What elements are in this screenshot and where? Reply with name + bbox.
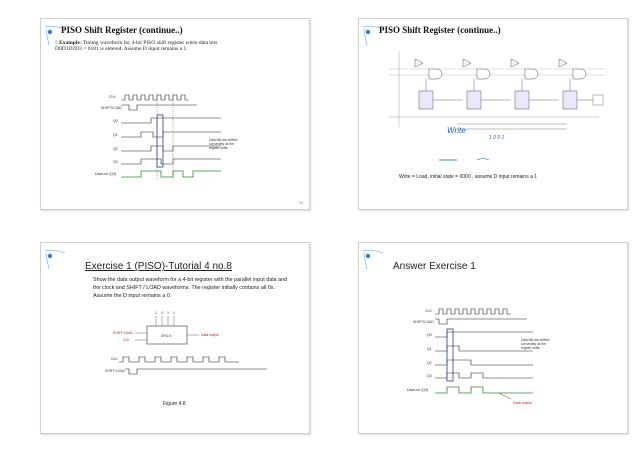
handwritten-bits: 1 0 0 1 <box>489 135 505 141</box>
data-input-d2: 1 <box>167 311 169 315</box>
slide-caption: Write = Load, initial state = 0000 , assume D input remains a 1 <box>399 174 538 180</box>
handwritten-write: Write <box>447 126 466 135</box>
handwritten-annotation <box>447 124 567 141</box>
srg4-label: SRG 4 <box>161 334 172 338</box>
input-clk: CLK <box>123 338 130 342</box>
signal-label-q2: Q2 <box>113 147 118 151</box>
corner-ornament-icon <box>361 247 385 271</box>
answer-q3-wave <box>435 373 533 378</box>
gate-block-4 <box>559 59 586 109</box>
annotation-note: Data bits are shifted out serially as the register shifts <box>209 138 238 150</box>
q2-wave <box>121 146 221 151</box>
data-input-d1: 0 <box>161 311 163 315</box>
q1-wave <box>121 132 221 137</box>
answer-clk-wave <box>435 309 511 314</box>
example-description: : Timing waveform for 4-bit PISO shift register when data bits D0D1D2D3 = 0101 is entered. Assume D input remains a 1. <box>55 40 218 52</box>
data-out-wave <box>121 171 221 177</box>
corner-ornament-icon <box>43 247 67 271</box>
timing-diagram <box>91 91 241 183</box>
input-shift-load: SHIFT/LOAD <box>113 331 133 335</box>
signal-label-q2: Q2 <box>427 361 432 365</box>
answer-timing-diagram <box>403 305 553 401</box>
signal-label-shift-load: SHIFT/LOAD <box>101 106 122 110</box>
data-input-d0: 1 <box>155 311 157 315</box>
wave-label-clk: CLK <box>111 357 118 361</box>
wave-label-shift-load: SHIFT/LOAD <box>105 369 125 373</box>
slide-title: PISO Shift Register (continue..) <box>61 25 183 35</box>
example-text: ◊ Example: Timing waveform for 4-bit PISO shift register when data bits D0D1D2D3 = 0101 is entered. Assume D input remains a 1. <box>55 40 218 52</box>
gate-block-3 <box>511 59 538 109</box>
data-input-labels <box>155 311 175 315</box>
signal-label-data-out: Data out (Q3) <box>95 172 117 176</box>
signal-label-q1: Q1 <box>113 133 118 137</box>
figure-caption: Figure 4.8 <box>163 401 186 407</box>
signal-label-clk: CLK <box>425 309 432 313</box>
slide-title: Exercise 1 (PISO)-Tutorial 4 no.8 <box>85 261 232 272</box>
slide-4 <box>358 242 628 434</box>
q3-wave <box>121 159 221 164</box>
signal-label-q0: Q0 <box>427 333 432 337</box>
slide-1 <box>40 18 310 210</box>
exercise-figure <box>105 309 281 379</box>
example-label: Example <box>59 40 80 46</box>
gate-block-2 <box>463 59 490 109</box>
piso-circuit-diagram <box>385 45 617 140</box>
slide-2 <box>358 18 628 210</box>
exercise-shift-load-wave <box>125 369 267 374</box>
clk-wave <box>121 95 189 100</box>
answer-red-label: Data output <box>513 401 532 405</box>
answer-q1-wave <box>435 346 533 351</box>
data-input-d3: 1 <box>173 311 175 315</box>
shift-load-wave <box>121 105 197 110</box>
page-number: 25 <box>298 200 303 205</box>
signal-label-data-out: Data out (Q3) <box>407 388 429 392</box>
q0-wave <box>121 118 221 123</box>
red-arrow <box>499 393 511 399</box>
slide-title: Answer Exercise 1 <box>393 261 476 272</box>
answer-shift-load-wave <box>435 319 527 324</box>
gate-block-1 <box>415 59 442 109</box>
signal-label-q3: Q3 <box>427 374 432 378</box>
signal-label-q1: Q1 <box>427 347 432 351</box>
answer-annotation-note: Data bits are shifted out serially as the register shifts <box>521 338 550 350</box>
slide-3 <box>40 242 310 434</box>
signal-label-shift-load: SHIFT/LOAD <box>413 320 434 324</box>
output-data-output: Data output <box>201 333 219 337</box>
answer-q0-wave <box>435 332 533 337</box>
slide-title: PISO Shift Register (continue..) <box>379 25 501 35</box>
signal-label-q0: Q0 <box>113 119 118 123</box>
answer-data-out-wave <box>435 387 533 393</box>
signal-label-q3: Q3 <box>113 160 118 164</box>
underline-marks <box>437 157 497 163</box>
signal-label-clk: CLK <box>109 95 116 99</box>
exercise-body: Show the data output waveform for a 4-bit register with the parallel input data and the clock and SHIFT / LOAD waveforms. The register initially contains all 0s. Assume the D input remains a 0. <box>93 277 288 299</box>
exercise-clk-wave <box>119 357 239 362</box>
answer-q2-wave <box>435 360 533 365</box>
